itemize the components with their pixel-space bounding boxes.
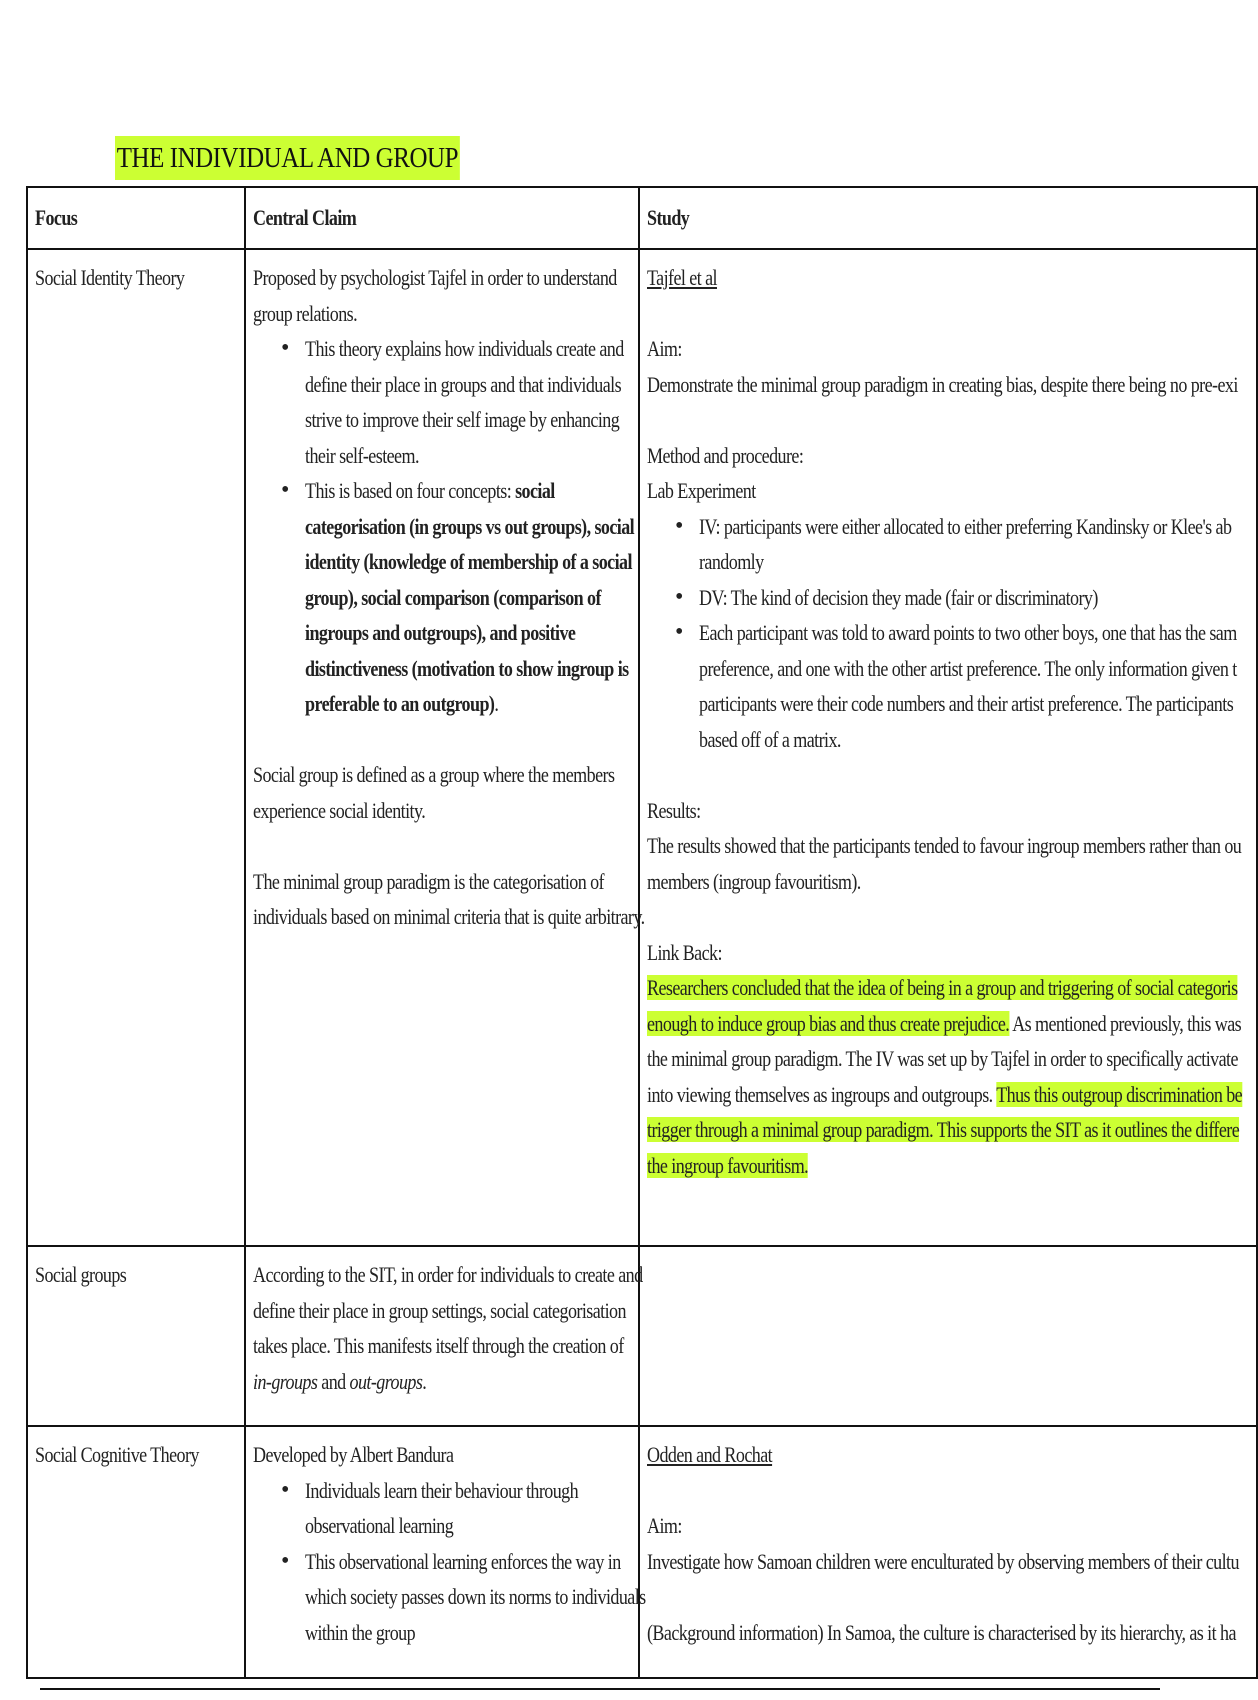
bullet-item: • DV: The kind of decision they made (fair or discriminatory) [647,580,1249,616]
page-bottom-rule [40,1688,1160,1690]
header-study: Study [639,187,1257,249]
central-claim-cell: Proposed by psychologist Tajfel in order to understand group relations. • This theory explains how individuals create and define their place in groups and that individuals strive to improve their self image by enhancing their self-esteem. • This is based on four concepts: social categorisation (in groups vs out groups), social identity (knowledge of membership of a social group), social comparison (comparison of ingroups and outgroups), and positive distinctiveness (motivation to show ingroup is preferable to an outgroup). Social group is defined as a group where the members experience social identity. The minimal group paradigm is the categorisation of individuals based on minimal criteria that is quite arbitrary. [245,249,639,1246]
focus-text: Social Cognitive Theory [35,1442,199,1467]
header-central-claim: Central Claim [245,187,639,249]
focus-text: Social groups [35,1262,127,1287]
study-name: Odden and Rochat [647,1442,773,1467]
focus-cell [27,1426,245,1678]
central-claim-cell: According to the SIT, in order for individuals to create and define their place in group settings, social categorisation takes place. This manifests itself through the creation of in-groups and out-groups. [245,1246,639,1426]
header-row [27,187,1257,249]
header-focus: Focus [27,187,245,249]
bullet-item: • This is based on four concepts: social categorisation (in groups vs out groups), social identity (knowledge of membership of a social group), social comparison (comparison of ingroups and outgroups), and positive distinctiveness (motivation to show ingroup is preferable to an outgroup). [253,473,631,722]
focus-cell [27,1246,245,1426]
bullet-item: • This theory explains how individuals create and define their place in groups and that individuals strive to improve their self image by enhancing their self-esteem. [253,331,631,473]
focus-text: Social Identity Theory [35,265,185,290]
table-row-social-cognitive-theory [27,1426,1257,1678]
study-cell: Tajfel et al Aim: Demonstrate the minimal group paradigm in creating bias, despite there being no pre-exi Method and procedure: Lab Experiment • IV: participants were either allocated to either preferring Kandinsky or Klee's ab randomly • DV: The kind of decision they made (fair or discriminatory) • Each participant was told to award points to two other boys, one that has the sam preference, and one with the other artist preference. The only information given t participants were their code numbers and their artist preference. The participants based off of a matrix. Results: The results showed that the participants tended to favour ingroup members rather than ou members (ingroup favouritism). Link Back: Researchers concluded that the idea of being in a group and triggering of social categoris enough to induce group bias and thus create prejudice. As mentioned previously, this was the minimal group paradigm. The IV was set up by Tajfel in order to specifically activate into viewing themselves as ingroups and outgroups. Thus this outgroup discrimination be trigger through a minimal group paradigm. This supports the SIT as it outlines the differe the ingroup favouritism. [639,249,1257,1246]
notes-table [26,186,1258,1679]
study-cell: Odden and Rochat Aim: Investigate how Samoan children were enculturated by observing members of their cultu (Background information) In Samoa, the culture is characterised by its hierarchy, as it ha [639,1426,1257,1678]
central-claim-cell: Developed by Albert Bandura • Individuals learn their behaviour through observational learning • This observational learning enforces the way in which society passes down its norms to individuals within the group [245,1426,639,1678]
bullet-item: • IV: participants were either allocated to either preferring Kandinsky or Klee's ab randomly [647,509,1249,580]
study-name: Tajfel et al [647,265,717,290]
study-cell [639,1246,1257,1426]
bullet-item: • This observational learning enforces the way in which society passes down its norms to individuals within the group [253,1544,631,1651]
bullet-item: • Individuals learn their behaviour through observational learning [253,1473,631,1544]
bullet-item: • Each participant was told to award points to two other boys, one that has the sam preference, and one with the other artist preference. The only information given t participants were their code numbers and their artist preference. The participants based off of a matrix. [647,615,1249,757]
focus-cell [27,249,245,1246]
document-title: THE INDIVIDUAL AND GROUP [115,136,460,180]
table-row-social-identity-theory [27,249,1257,1246]
table-row-social-groups [27,1246,1257,1426]
